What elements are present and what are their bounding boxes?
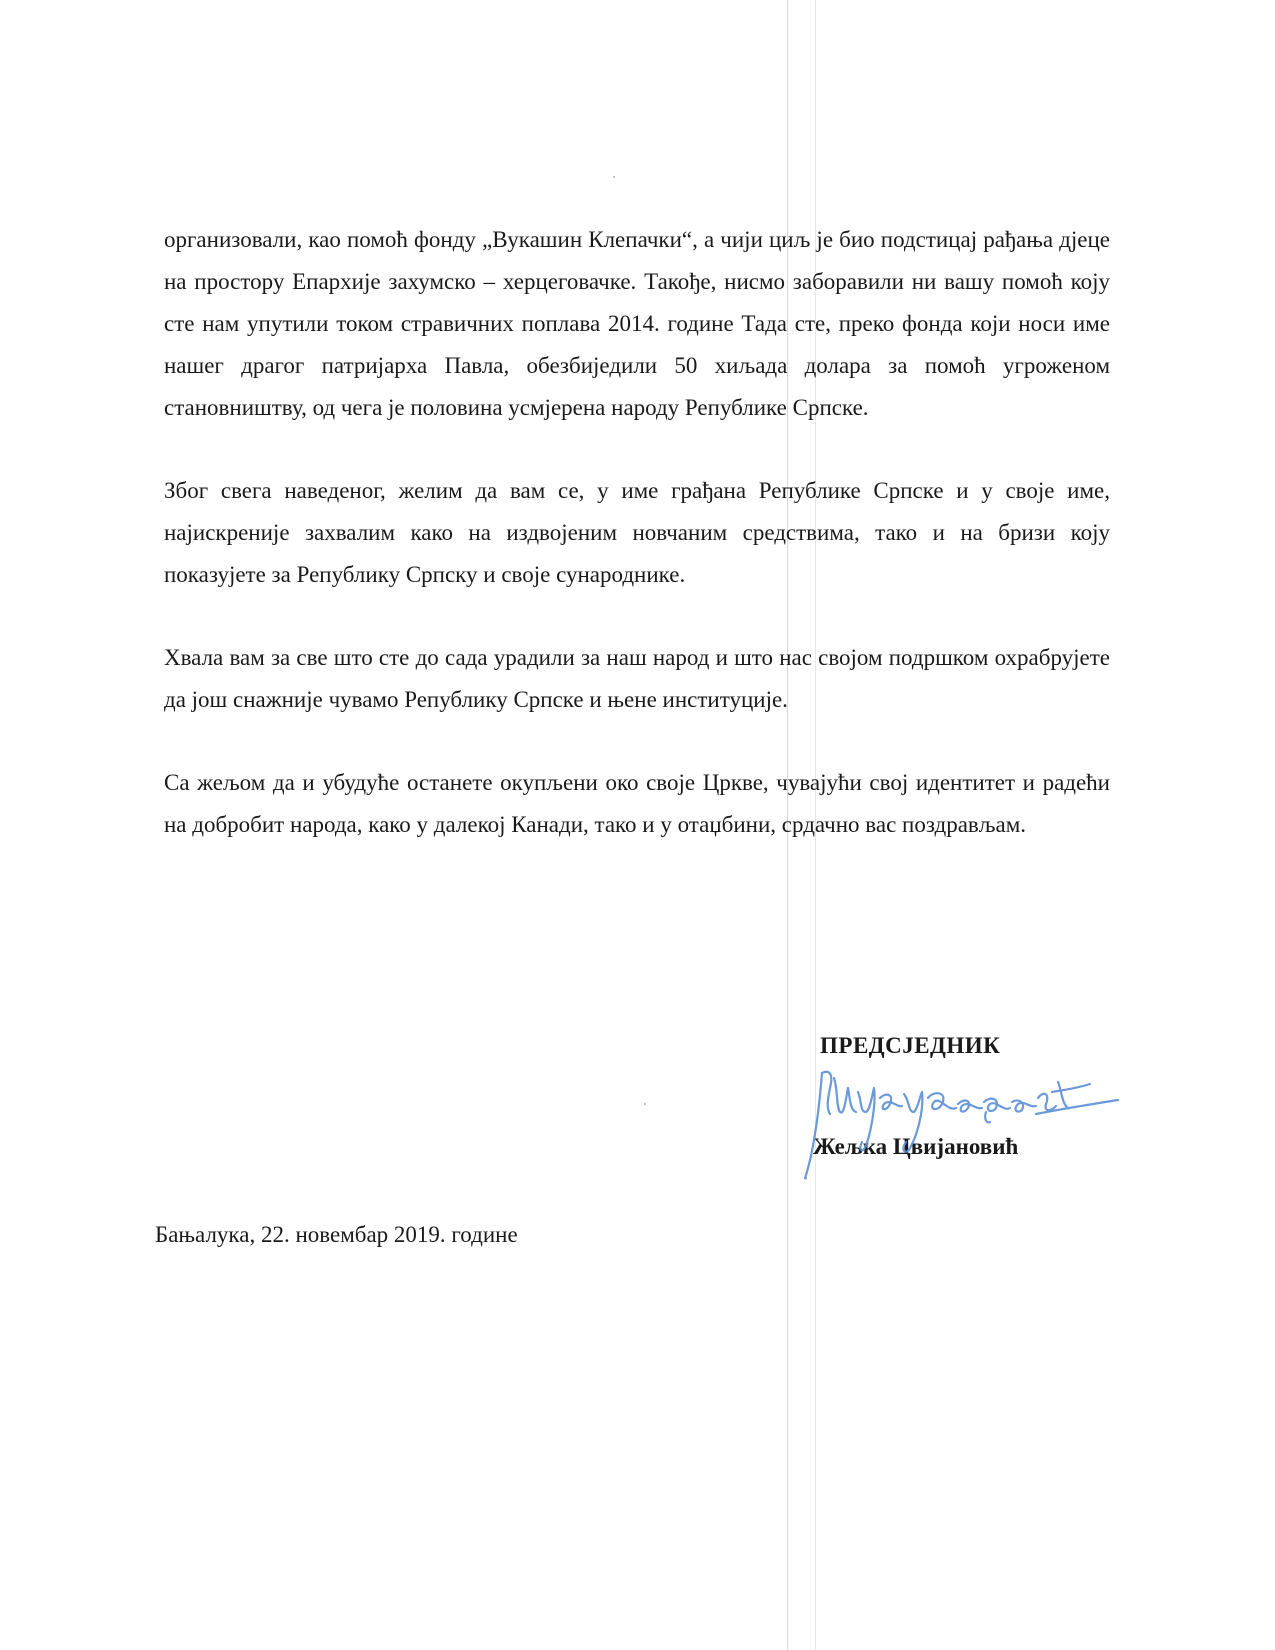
date-line: Бањалука, 22. новембар 2019. године: [155, 1222, 518, 1247]
letter-body: [164, 219, 1110, 887]
paragraph-4: Са жељом да и убудуће останете окупљени око своје Цркве, чувајући свој идентитет и радећи на добробит народа, како у далекој Канади, тако и у отаџбини, срдачно вас поздрављам.: [164, 770, 1110, 837]
signoff-name: Жељка Цвијановић: [813, 1134, 1019, 1159]
scan-speck: [644, 1103, 646, 1105]
signoff-title: ПРЕДСЈЕДНИК: [820, 1033, 1001, 1058]
signature-block: [813, 1031, 1150, 1159]
paragraph-1: организовали, као помоћ фонду „Вукашин Клепачки“, а чији циљ је био подстицај рађања дјеце на простору Епархије захумско – херцеговачке. Такође, нисмо заборавили ни вашу помоћ коју сте нам упутили током стравичних поплава 2014. године Тада сте, преко фонда који носи име нашег драгог патријарха Павла, обезбиједили 50 хиљада долара за помоћ угроженом становништву, од чега је половина усмјерена народу Републике Српске.: [164, 227, 1110, 420]
handwritten-signature: [800, 1068, 1140, 1188]
paragraph-2: Због свега наведеног, желим да вам се, у име грађана Републике Српске и у своје име, најискреније захвалим како на издвојеним новчаним средствима, тако и на бризи коју показујете за Републику Српску и своје сународнике.: [164, 478, 1110, 587]
paragraph-3: Хвала вам за све што сте до сада урадили за наш народ и што нас својом подршком охрабрујете да још снажније чувамо Републику Српске и њене институције.: [164, 645, 1110, 712]
scan-speck: [613, 176, 615, 178]
